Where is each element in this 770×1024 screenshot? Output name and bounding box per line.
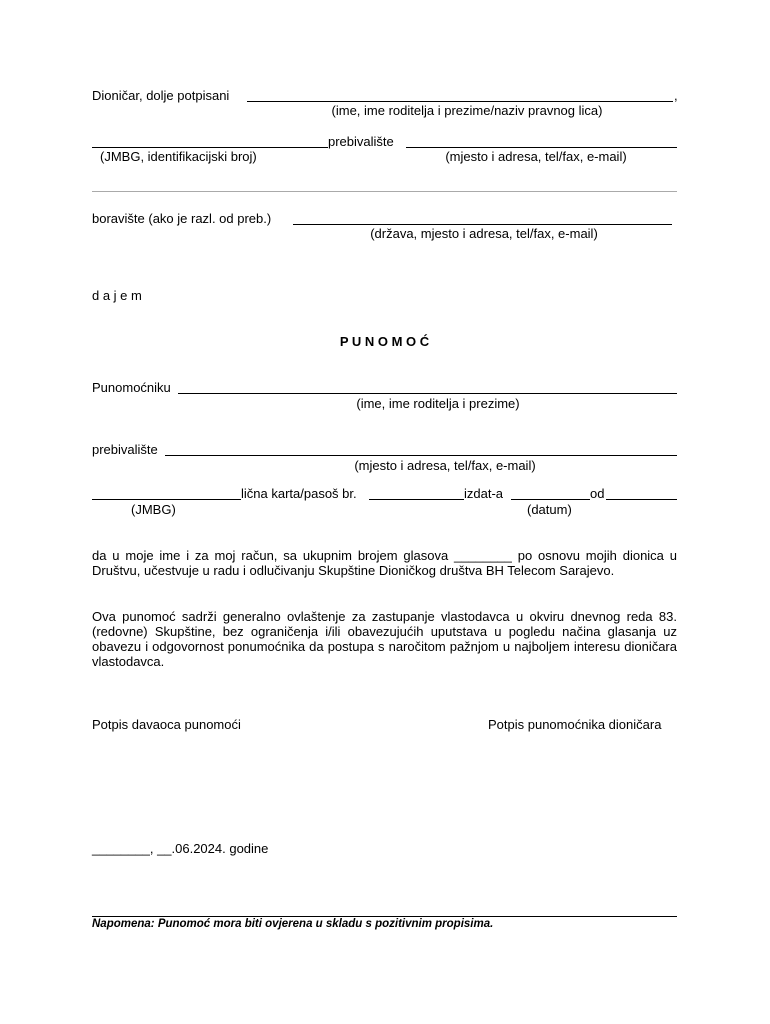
prebivaliste-label: prebivalište <box>328 134 394 149</box>
date-line: ________, __.06.2024. godine <box>92 841 269 856</box>
mjesto-hint: (mjesto i adresa, tel/fax, e-mail) <box>445 149 627 164</box>
punomocnik-prebivaliste-field[interactable] <box>165 455 677 456</box>
note-text: Napomena: Punomoć mora biti ovjerena u skladu s pozitivnim propisima. <box>92 918 494 930</box>
document-title: P U N O M O Ć <box>339 334 430 349</box>
body-paragraph-2: Ova punomoć sadrži generalno ovlaštenje za zastupanje vlastodavca u okviru dnevnog reda 83. (redovne) Skupštine, bez ograničenja i/ili obavezujućih uputstava u pogledu načina glasanja uz obavezu i odgovornost ponumoćnika da postupa s naročitom pažnjom u najboljem interesu dioničara vlastodavca. <box>92 609 677 669</box>
dionicar-name-field[interactable] <box>247 101 673 102</box>
dionicar-prebivaliste-field[interactable] <box>406 147 677 148</box>
punomocnik-prebivaliste-label: prebivalište <box>92 442 158 457</box>
boraviste-hint: (država, mjesto i adresa, tel/fax, e-mail) <box>370 226 598 241</box>
licna-karta-field[interactable] <box>369 499 464 500</box>
jmbg-hint: (JMBG, identifikacijski broj) <box>100 149 257 164</box>
od-label: od <box>590 486 605 501</box>
dajem-text: d a j e m <box>92 288 142 303</box>
boraviste-field[interactable] <box>293 224 672 225</box>
punomocnik-mjesto-hint: (mjesto i adresa, tel/fax, e-mail) <box>354 458 536 473</box>
boraviste-label: boravište (ako je razl. od preb.) <box>92 211 275 226</box>
punomocnik-name-hint: (ime, ime roditelja i prezime) <box>356 396 520 411</box>
izdat-label: izdat-a <box>464 486 507 501</box>
datum-hint: (datum) <box>527 502 572 517</box>
dionicar-jmbg-field[interactable] <box>92 147 328 148</box>
body-paragraph-1: da u moje ime i za moj račun, sa ukupnim brojem glasova ________ po osnovu mojih dionica u Društvu, učestvuje u radu i odlučivanju Skupštine Dioničkog društva BH Telecom Sarajevo. <box>92 548 677 578</box>
dionicar-label: Dioničar, dolje potpisani <box>92 88 233 103</box>
licna-karta-label: lična karta/pasoš br. <box>241 486 357 501</box>
punomocnik-label: Punomoćniku <box>92 380 171 395</box>
extra-line-field[interactable] <box>92 191 677 192</box>
dionicar-name-hint: (ime, ime roditelja i prezime/naziv pravnog lica) <box>331 103 603 118</box>
punomocnik-jmbg-field[interactable] <box>92 499 241 500</box>
punomocnik-name-field[interactable] <box>178 393 677 394</box>
izdat-field[interactable] <box>511 499 590 500</box>
dionicar-comma: , <box>674 88 678 103</box>
jmbg-short-hint: (JMBG) <box>131 502 176 517</box>
signature-left-label: Potpis davaoca punomoći <box>92 717 241 732</box>
signature-right-label: Potpis punomoćnika dioničara <box>488 717 662 732</box>
od-date-field[interactable] <box>606 499 677 500</box>
